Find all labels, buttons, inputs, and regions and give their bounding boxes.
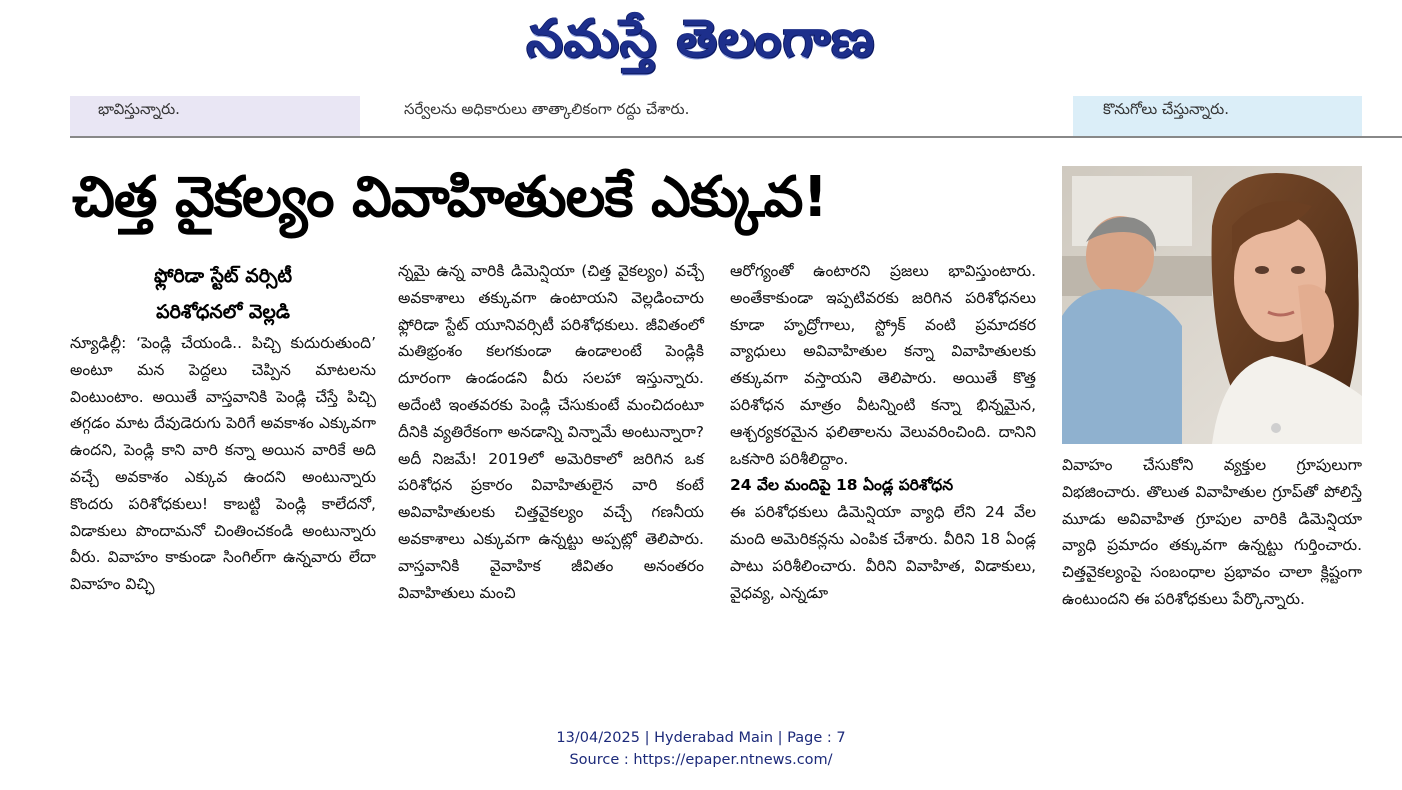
column-2-body: న్నమై ఉన్న వారికి డిమెన్షియా (చిత్త వైకల్యం) వచ్చే అవకాశాలు తక్కువగా ఉంటాయని వెల్లడించారు ఫ్లోరిడా స్టేట్ యూనివర్సిటీ పరిశోధకులు. జీవితంలో మతిభ్రంశం కలగకుండా ఉండాలంటే పెండ్లికి దూరంగా ఉండండని వీరు సలహా ఇస్తున్నారు. అదేంటి ఇంతవరకు పెండ్లి చేసుకుంటే మంచిదంటూ దీనికి వ్యతిరేకంగా అనడాన్ని విన్నామే అంటున్నారా? అదీ నిజమే! 2019లో అమెరికాలో జరిగిన ఒక పరిశోధన ప్రకారం వివాహితులైన వారి కంటే అవివాహితులకు చిత్తవైకల్యం వచ్చే గణనీయ అవకాశాలు ఎక్కువగా ఉన్నట్టు అప్పట్లో తెలిపారు. వాస్తవానికి వైవాహిక జీవితం అనంతరం వివాహితులు మంచి (398, 262, 704, 602)
strip-left-text: భావిస్తున్నారు. (98, 100, 180, 118)
section-heading: 24 వేల మందిపై 18 ఏండ్ల పరిశోధన (730, 476, 954, 495)
article-column-4 (1062, 452, 1362, 613)
column-3-body-a: ఆరోగ్యంతో ఉంటారని ప్రజలు భావిస్తుంటారు. అంతేకాకుండా ఇప్పటివరకు జరిగిన పరిశోధనలు కూడా హృద్రోగాలు, స్ట్రోక్ వంటి ప్రమాదకర వ్యాధులు అవివాహితుల కన్నా వివాహితులకు తక్కువగా వస్తాయని తెలిపారు. అయితే కొత్త పరిశోధన మాత్రం వీటన్నింటి కన్నా భిన్నమైన, ఆశ్చర్యకరమైన ఫలితాలను వెలువరించింది. దానిని ఒకసారి పరిశీలిద్దాం. (730, 262, 1036, 468)
column-1-body: న్యూఢిల్లీ: ‘పెండ్లి చేయండి.. పిచ్చి కుదురుతుంది’ అంటూ మన పెద్దలు చెప్పిన మాటలను వింటుంటాం. అయితే వాస్తవానికి పెండ్లి చేస్తే పిచ్చి తగ్గడం మాట దేవుడెరుగు పెరిగే అవకాశం ఎక్కువగా ఉందని, పెండ్లి కాని వారి కన్నా అయిన వారికే అది వచ్చే అవకాశం ఎక్కువ ఉందని అంటున్నారు కొందరు పరిశోధకులు! కాబట్టి పెండ్లి కాలేదనో, విడాకులు పొందామనో చింతించకండి అంటున్నారు వీరు. వివాహం కాకుండా సింగిల్‌గా ఉన్నవారు లేదా వివాహం విచ్ఛి (70, 334, 376, 594)
article-column-1 (70, 258, 376, 598)
masthead (0, 0, 1402, 78)
article-headline: చిత్త వైకల్యం వివాహితులకే ఎక్కువ! (72, 165, 827, 230)
footer-edition-info: 13/04/2025 | Hyderabad Main | Page : 7 (556, 730, 846, 746)
newspaper-logo: నమస్తే తెలంగాణ (526, 9, 876, 69)
couple-photo-illustration (1062, 166, 1362, 444)
strip-right-text: కొనుగోలు చేస్తున్నారు. (1103, 100, 1229, 118)
previous-article-strip-right (1073, 96, 1362, 136)
column-3-body-b: ఈ పరిశోధకులు డిమెన్షియా వ్యాధి లేని 24 వేల మంది అమెరికన్లను ఎంపిక చేశారు. వీరిని 18 ఏండ్ల పాటు పరిశీలించారు. వీరిని వివాహిత, విడాకులు, వైధవ్య, ఎన్నడూ (730, 503, 1036, 602)
article-subhead-line2: పరిశోధనలో వెల్లడి (156, 301, 290, 323)
previous-article-strip-left (70, 96, 360, 136)
previous-article-strip-middle (360, 96, 1072, 136)
article-photo (1062, 166, 1362, 444)
footer-source: Source : https://epaper.ntnews.com/ (569, 752, 833, 768)
article-subhead-line1: ఫ్లోరిడా స్టేట్ వర్సిటీ (153, 265, 292, 287)
strip-middle-text: సర్వేలను అధికారులు తాత్కాలికంగా రద్దు చేశారు. (404, 100, 690, 118)
section-divider (70, 136, 1402, 138)
column-4-body: వివాహం చేసుకోని వ్యక్తుల గ్రూపులుగా విభజించారు. తొలుత వివాహితుల గ్రూప్‌తో పోలిస్తే మూడు అవివాహిత గ్రూపుల వారికి డిమెన్షియా వ్యాధి ప్రమాదం తక్కువగా ఉన్నట్టు గుర్తించారు. చిత్తవైకల్యంపై సంబంధాల ప్రభావం చాలా క్లిష్టంగా ఉంటుందని ఈ పరిశోధకులు పేర్కొన్నారు. (1062, 456, 1362, 608)
article-column-2 (398, 258, 704, 606)
article-column-3 (730, 258, 1036, 606)
